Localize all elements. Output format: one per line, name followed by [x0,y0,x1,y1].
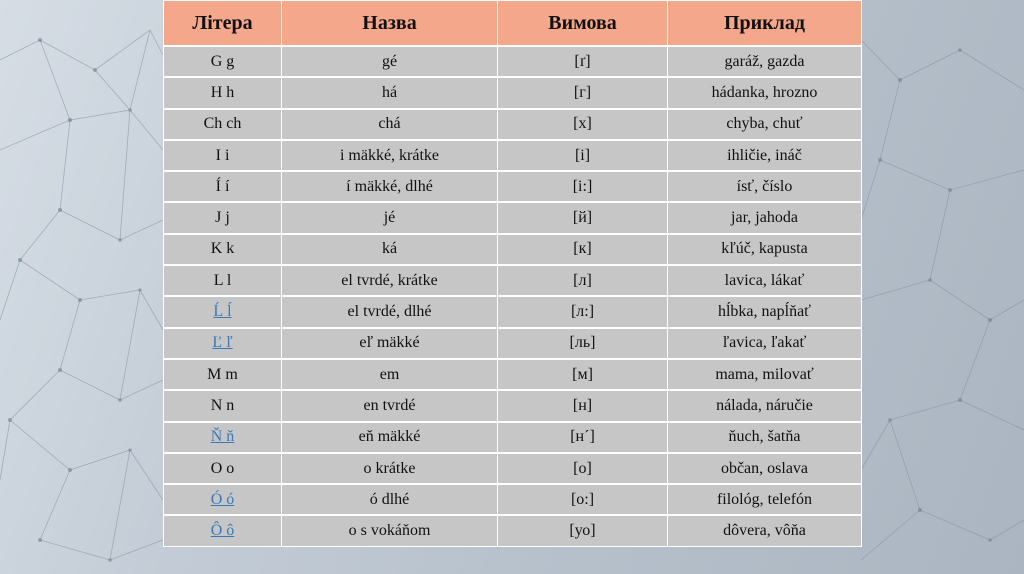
name-cell: i mäkké, krátke [282,140,498,171]
pronunciation-cell: [н] [498,390,668,421]
letter-cell: N n [164,390,282,421]
pronunciation-cell: [і] [498,140,668,171]
table-row [164,515,862,546]
table-row [164,265,862,296]
example-cell: ísť, číslo [668,171,862,202]
letter-cell: I i [164,140,282,171]
example-cell: dôvera, vôňa [668,515,862,546]
pronunciation-cell: [і:] [498,171,668,202]
table-row [164,234,862,265]
letter-cell [164,296,282,327]
header-letter: Літера [164,1,282,47]
letter-cell: O o [164,453,282,484]
pronunciation-cell: [л:] [498,296,668,327]
name-cell: el tvrdé, krátke [282,265,498,296]
table-row [164,109,862,140]
example-cell: nálada, náručie [668,390,862,421]
name-cell: chá [282,109,498,140]
letter-cell [164,515,282,546]
letter-cell: M m [164,359,282,390]
table-row [164,359,862,390]
pronunciation-cell: [ль] [498,328,668,359]
table-row [164,453,862,484]
name-cell: eň mäkké [282,422,498,453]
name-cell: ó dlhé [282,484,498,515]
header-name: Назва [282,1,498,47]
letter-link[interactable]: Ĺ ĺ [213,303,232,321]
example-cell: lavica, lákať [668,265,862,296]
pronunciation-cell: [о:] [498,484,668,515]
name-cell: el tvrdé, dlhé [282,296,498,327]
letter-cell: L l [164,265,282,296]
pronunciation-cell: [г] [498,77,668,108]
pronunciation-cell: [м] [498,359,668,390]
pronunciation-cell: [к] [498,234,668,265]
letter-cell: K k [164,234,282,265]
name-cell: o krátke [282,453,498,484]
pronunciation-cell: [н´] [498,422,668,453]
table-row [164,390,862,421]
name-cell: gé [282,46,498,77]
name-cell: há [282,77,498,108]
example-cell: občan, oslava [668,453,862,484]
example-cell: filológ, telefón [668,484,862,515]
table-header-row [164,1,862,47]
table-row [164,422,862,453]
letter-link[interactable]: Ó ó [210,490,235,508]
example-cell: mama, milovať [668,359,862,390]
letter-cell: Í í [164,171,282,202]
letter-link[interactable]: Ň ň [210,428,235,446]
pronunciation-cell: [о] [498,453,668,484]
pronunciation-cell: [ґ] [498,46,668,77]
pronunciation-cell: [л] [498,265,668,296]
example-cell: chyba, chuť [668,109,862,140]
example-cell: hĺbka, napĺňať [668,296,862,327]
name-cell: en tvrdé [282,390,498,421]
example-cell: jar, jahoda [668,202,862,233]
name-cell: jé [282,202,498,233]
alphabet-table [163,0,862,547]
header-example: Приклад [668,1,862,47]
pronunciation-cell: [х] [498,109,668,140]
name-cell: ká [282,234,498,265]
name-cell: em [282,359,498,390]
name-cell: o s vokáňom [282,515,498,546]
letter-link[interactable]: Ô ô [210,522,235,540]
pronunciation-cell: [й] [498,202,668,233]
table-row [164,202,862,233]
table-row [164,77,862,108]
name-cell: í mäkké, dlhé [282,171,498,202]
pronunciation-cell: [уо] [498,515,668,546]
letter-cell [164,328,282,359]
table-row [164,171,862,202]
letter-cell: Ch ch [164,109,282,140]
example-cell: kľúč, kapusta [668,234,862,265]
example-cell: ňuch, šatňa [668,422,862,453]
example-cell: garáž, gazda [668,46,862,77]
example-cell: ľavica, ľakať [668,328,862,359]
example-cell: hádanka, hrozno [668,77,862,108]
table-row [164,296,862,327]
letter-cell: J j [164,202,282,233]
header-pronunciation: Вимова [498,1,668,47]
table-row [164,46,862,77]
table-row [164,484,862,515]
table-row [164,140,862,171]
example-cell: ihličie, ináč [668,140,862,171]
letter-cell [164,422,282,453]
table-body [164,46,862,546]
letter-cell [164,484,282,515]
letter-cell: H h [164,77,282,108]
name-cell: eľ mäkké [282,328,498,359]
letter-cell: G g [164,46,282,77]
letter-link[interactable]: Ľ ľ [212,334,233,352]
table-row [164,328,862,359]
